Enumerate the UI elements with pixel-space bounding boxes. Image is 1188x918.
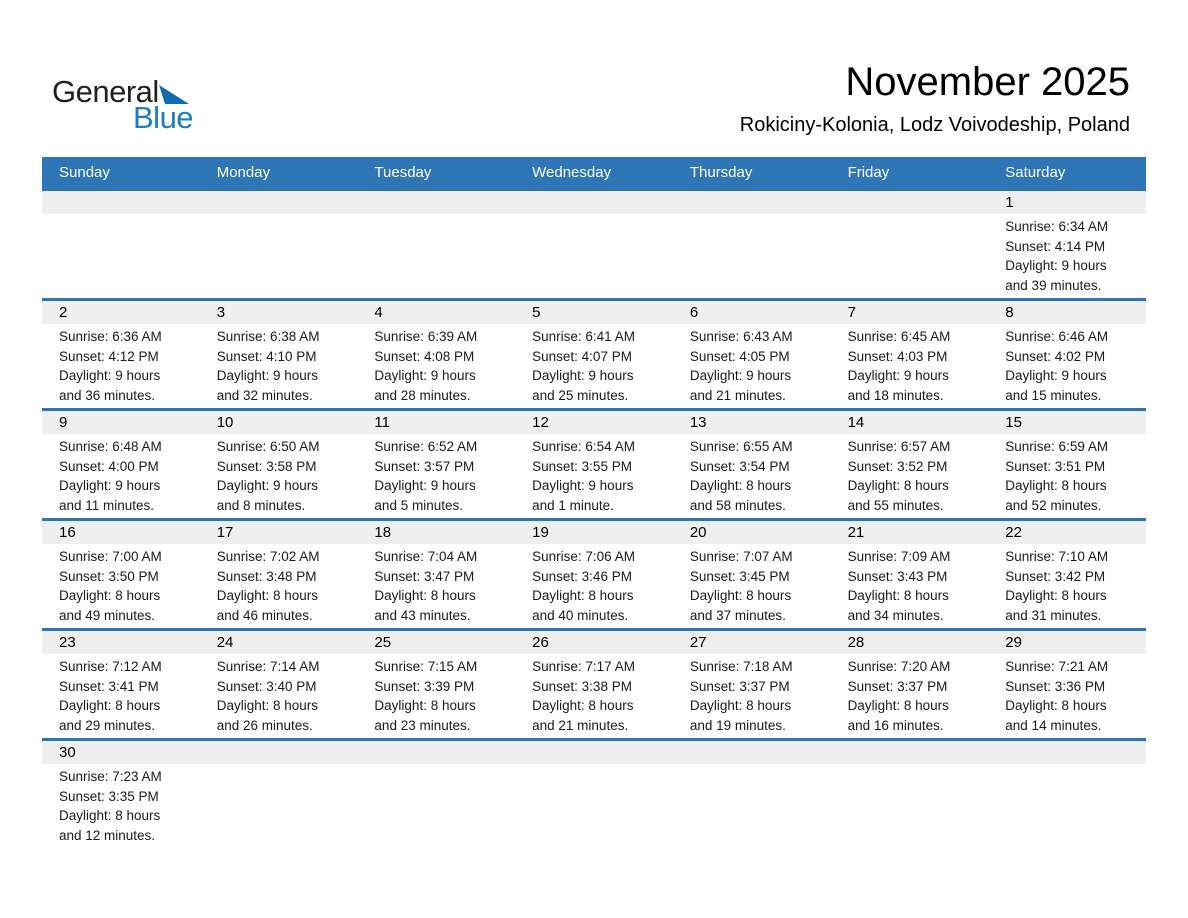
day-cell-info: [831, 654, 989, 738]
empty-day-number: [673, 741, 831, 764]
day-cell-info: [831, 544, 989, 628]
sun-info-line: Sunrise: 7:09 AM: [847, 549, 951, 564]
sun-info-line: Sunset: 4:05 PM: [689, 348, 790, 364]
title-block: [740, 58, 1130, 137]
day-cell-info: [515, 654, 673, 738]
sun-info-line: Daylight: 9 hours: [1005, 258, 1107, 274]
week-body: [42, 324, 1146, 408]
week-row: [42, 518, 1146, 628]
logo-text-general: General: [52, 74, 159, 109]
sun-info-line: Daylight: 9 hours: [59, 478, 161, 494]
sun-info-line: and 21 minutes.: [689, 388, 786, 404]
sun-info-line: Sunrise: 7:21 AM: [1005, 659, 1109, 674]
day-number: 24: [216, 634, 234, 651]
sun-info-line: Sunset: 3:48 PM: [216, 568, 317, 584]
sun-info-line: and 16 minutes.: [847, 718, 944, 734]
sun-info-line: Daylight: 8 hours: [59, 698, 161, 714]
sun-info-line: Sunrise: 6:41 AM: [532, 329, 635, 344]
sun-info-line: Sunrise: 7:15 AM: [374, 659, 478, 674]
day-number: 26: [532, 634, 549, 651]
day-cell-info: [988, 544, 1146, 628]
weekday-header-friday: Friday: [847, 164, 890, 181]
location-subtitle: Rokiciny-Kolonia, Lodz Voivodeship, Poland: [739, 114, 1130, 136]
sun-info-line: Daylight: 9 hours: [374, 478, 476, 494]
day-number: 17: [216, 524, 234, 541]
sun-info-line: and 14 minutes.: [1005, 718, 1102, 734]
day-number: 19: [532, 524, 549, 541]
sun-info-line: Sunset: 3:55 PM: [532, 458, 632, 474]
sun-info-line: and 18 minutes.: [847, 388, 944, 404]
empty-day-cell: [42, 214, 200, 298]
sun-info-line: Sunrise: 6:48 AM: [59, 439, 162, 454]
sun-info-line: Daylight: 9 hours: [532, 478, 634, 494]
day-number: 9: [59, 414, 68, 431]
sun-info-line: Sunrise: 6:43 AM: [689, 329, 793, 344]
sun-info-line: Sunset: 4:12 PM: [59, 348, 159, 364]
sun-info-line: Sunset: 3:37 PM: [689, 678, 790, 694]
empty-day-number: [42, 191, 200, 214]
day-number-band: [42, 521, 1146, 544]
sun-info-line: Daylight: 9 hours: [59, 368, 161, 384]
day-cell-info: [42, 434, 200, 518]
sun-info-line: Sunset: 3:35 PM: [59, 788, 159, 804]
day-number-band: [42, 741, 1146, 764]
empty-day-number: [831, 741, 989, 764]
sun-info-line: and 15 minutes.: [1005, 388, 1102, 404]
sun-info-line: Sunrise: 7:00 AM: [59, 549, 162, 564]
week-row: [42, 738, 1146, 848]
day-number: 4: [374, 304, 383, 321]
day-number: 22: [1005, 524, 1022, 541]
day-number-band: [42, 191, 1146, 214]
sun-info-line: Sunset: 4:08 PM: [374, 348, 475, 364]
sun-info-line: Daylight: 8 hours: [59, 808, 161, 824]
day-cell-info: [357, 544, 515, 628]
sun-info-line: Sunset: 3:54 PM: [689, 458, 790, 474]
day-number: 1: [1005, 194, 1014, 211]
day-cell-info: [42, 544, 200, 628]
sun-info-line: Daylight: 8 hours: [59, 588, 161, 604]
sun-info-line: Daylight: 8 hours: [1005, 588, 1107, 604]
sun-info-line: Daylight: 8 hours: [689, 588, 792, 604]
sun-info-line: Sunrise: 6:50 AM: [216, 439, 320, 454]
week-body: [42, 214, 1146, 298]
sun-info-line: Daylight: 9 hours: [847, 368, 949, 384]
empty-day-cell: [200, 214, 358, 298]
empty-day-number: [988, 741, 1146, 764]
day-cell-info: [42, 654, 200, 738]
day-cell-info: [200, 434, 358, 518]
day-cell-info: [831, 434, 989, 518]
sun-info-line: Sunrise: 6:55 AM: [689, 439, 793, 454]
day-cell-info: [673, 434, 831, 518]
sun-info-line: Daylight: 8 hours: [847, 588, 949, 604]
sun-info-line: Sunrise: 6:36 AM: [59, 329, 162, 344]
empty-day-cell: [831, 764, 989, 848]
sun-info-line: Sunrise: 7:14 AM: [216, 659, 320, 674]
day-number: 23: [59, 634, 76, 651]
sun-info-line: and 39 minutes.: [1005, 278, 1102, 294]
calendar-weeks: [42, 188, 1146, 848]
week-body: [42, 434, 1146, 518]
day-number: 29: [1005, 634, 1022, 651]
day-cell-info: [357, 654, 515, 738]
sun-info-line: Sunrise: 7:17 AM: [532, 659, 635, 674]
sun-info-line: and 40 minutes.: [532, 608, 629, 624]
sun-info-line: Daylight: 8 hours: [689, 478, 792, 494]
empty-day-number: [515, 741, 673, 764]
day-cell-info: [200, 654, 358, 738]
week-row: [42, 628, 1146, 738]
day-number: 25: [374, 634, 392, 651]
day-cell-info: [831, 324, 989, 408]
sun-info-line: Sunset: 3:42 PM: [1005, 568, 1106, 584]
empty-day-number: [357, 741, 515, 764]
sun-info-line: Daylight: 8 hours: [532, 698, 634, 714]
day-number: 14: [847, 414, 865, 431]
sun-info-line: Sunset: 3:39 PM: [374, 678, 475, 694]
sun-info-line: and 28 minutes.: [374, 388, 471, 404]
day-number: 5: [532, 304, 541, 321]
sun-info-line: and 19 minutes.: [689, 718, 786, 734]
sun-info-line: Sunset: 4:00 PM: [59, 458, 159, 474]
day-cell-info: [42, 764, 200, 848]
sun-info-line: Sunset: 3:47 PM: [374, 568, 475, 584]
sun-info-line: Sunrise: 7:18 AM: [689, 659, 793, 674]
sun-info-line: and 49 minutes.: [59, 608, 156, 624]
sun-info-line: Daylight: 9 hours: [532, 368, 634, 384]
sun-info-line: and 5 minutes.: [374, 498, 463, 514]
sun-info-line: Sunset: 4:03 PM: [847, 348, 948, 364]
week-body: [42, 654, 1146, 738]
day-cell-info: [673, 544, 831, 628]
day-number: 13: [689, 414, 707, 431]
sun-info-line: Sunrise: 6:59 AM: [1005, 439, 1109, 454]
sun-info-line: and 34 minutes.: [847, 608, 944, 624]
sun-info-line: and 1 minute.: [532, 498, 614, 514]
general-blue-logo: [52, 74, 252, 136]
day-number: 30: [59, 744, 76, 761]
sun-info-line: Sunrise: 6:54 AM: [532, 439, 635, 454]
week-body: [42, 764, 1146, 848]
day-number: 28: [847, 634, 865, 651]
sun-info-line: Sunset: 3:51 PM: [1005, 458, 1106, 474]
day-number: 18: [374, 524, 392, 541]
sun-info-line: Sunrise: 6:57 AM: [847, 439, 951, 454]
empty-day-number: [200, 741, 358, 764]
sun-info-line: Sunset: 3:41 PM: [59, 678, 159, 694]
day-number: 16: [59, 524, 76, 541]
day-number-band: [42, 411, 1146, 434]
day-number: 3: [216, 304, 226, 321]
day-cell-info: [988, 654, 1146, 738]
sun-info-line: Sunrise: 6:34 AM: [1005, 219, 1109, 234]
day-cell-info: [988, 324, 1146, 408]
day-cell-info: [988, 214, 1146, 298]
sun-info-line: Sunset: 3:50 PM: [59, 568, 159, 584]
day-number: 20: [689, 524, 707, 541]
day-cell-info: [200, 544, 358, 628]
sun-info-line: Sunset: 3:45 PM: [689, 568, 790, 584]
sun-info-line: and 52 minutes.: [1005, 498, 1102, 514]
empty-day-cell: [357, 214, 515, 298]
empty-day-cell: [673, 214, 831, 298]
sun-info-line: and 36 minutes.: [59, 388, 156, 404]
sun-info-line: and 58 minutes.: [689, 498, 786, 514]
sun-info-line: Sunset: 3:57 PM: [374, 458, 475, 474]
sun-info-line: Sunset: 3:46 PM: [532, 568, 632, 584]
weekday-header-monday: Monday: [216, 164, 271, 181]
empty-day-number: [515, 191, 673, 214]
day-number: 7: [847, 304, 856, 321]
sun-info-line: Daylight: 9 hours: [216, 478, 319, 494]
sun-info-line: Daylight: 8 hours: [532, 588, 634, 604]
sun-info-line: Sunrise: 7:02 AM: [216, 549, 320, 564]
sun-info-line: Sunset: 3:40 PM: [216, 678, 317, 694]
sun-info-line: Daylight: 9 hours: [216, 368, 319, 384]
sun-info-line: and 11 minutes.: [59, 498, 155, 514]
empty-day-number: [200, 191, 358, 214]
sun-info-line: Sunrise: 6:46 AM: [1005, 329, 1109, 344]
sun-info-line: and 32 minutes.: [216, 388, 313, 404]
day-number: 15: [1005, 414, 1022, 431]
empty-day-cell: [515, 764, 673, 848]
week-row: [42, 188, 1146, 298]
sun-info-line: Daylight: 9 hours: [374, 368, 476, 384]
weekday-header-saturday: Saturday: [1005, 164, 1066, 181]
day-number: 12: [532, 414, 549, 431]
day-number-band: [42, 631, 1146, 654]
empty-day-cell: [357, 764, 515, 848]
sun-info-line: Daylight: 9 hours: [689, 368, 792, 384]
sun-info-line: Daylight: 8 hours: [1005, 698, 1107, 714]
sun-info-line: Sunrise: 6:39 AM: [374, 329, 478, 344]
sun-info-line: and 55 minutes.: [847, 498, 944, 514]
sun-info-line: and 25 minutes.: [532, 388, 629, 404]
empty-day-cell: [988, 764, 1146, 848]
day-cell-info: [357, 434, 515, 518]
weekday-header-sunday: Sunday: [59, 164, 110, 181]
page-title: November 2025: [845, 60, 1130, 104]
day-number: 6: [689, 304, 699, 321]
sun-info-line: and 43 minutes.: [374, 608, 471, 624]
day-cell-info: [357, 324, 515, 408]
sun-info-line: Daylight: 8 hours: [216, 698, 319, 714]
sun-info-line: Sunrise: 6:52 AM: [374, 439, 478, 454]
day-cell-info: [515, 434, 673, 518]
empty-day-number: [673, 191, 831, 214]
day-number-band: [42, 301, 1146, 324]
sun-info-line: Daylight: 8 hours: [374, 698, 476, 714]
sun-info-line: Sunrise: 7:20 AM: [847, 659, 951, 674]
sun-info-line: Daylight: 8 hours: [216, 588, 319, 604]
sun-info-line: and 12 minutes.: [59, 828, 156, 844]
sun-info-line: and 26 minutes.: [216, 718, 313, 734]
day-cell-info: [515, 544, 673, 628]
sun-info-line: Sunrise: 7:04 AM: [374, 549, 478, 564]
sun-info-line: Sunset: 3:36 PM: [1005, 678, 1106, 694]
sun-info-line: and 31 minutes.: [1005, 608, 1102, 624]
sun-info-line: Daylight: 8 hours: [374, 588, 476, 604]
day-number: 10: [216, 414, 234, 431]
day-cell-info: [673, 324, 831, 408]
sun-info-line: Daylight: 8 hours: [847, 698, 949, 714]
day-cell-info: [988, 434, 1146, 518]
weekday-header-thursday: Thursday: [689, 164, 753, 181]
sun-info-line: Sunset: 3:52 PM: [847, 458, 948, 474]
sun-info-line: Daylight: 8 hours: [1005, 478, 1107, 494]
day-cell-info: [673, 654, 831, 738]
sun-info-line: Sunset: 3:58 PM: [216, 458, 317, 474]
sun-info-line: Daylight: 8 hours: [689, 698, 792, 714]
sun-info-line: Sunrise: 7:06 AM: [532, 549, 635, 564]
sun-info-line: Sunrise: 6:45 AM: [847, 329, 951, 344]
empty-day-cell: [673, 764, 831, 848]
sun-info-line: Sunrise: 7:12 AM: [59, 659, 162, 674]
day-number: 11: [374, 414, 390, 431]
day-number: 8: [1005, 304, 1014, 321]
weekday-header-wednesday: Wednesday: [532, 164, 612, 181]
week-row: [42, 298, 1146, 408]
empty-day-number: [357, 191, 515, 214]
sun-info-line: Sunrise: 7:23 AM: [59, 769, 162, 784]
day-cell-info: [515, 324, 673, 408]
day-cell-info: [200, 324, 358, 408]
sun-info-line: Sunset: 3:38 PM: [532, 678, 632, 694]
weekday-header-row: [42, 157, 1146, 188]
sun-info-line: Sunrise: 7:07 AM: [689, 549, 793, 564]
sun-info-line: Sunset: 3:37 PM: [847, 678, 948, 694]
week-row: [42, 408, 1146, 518]
sun-info-line: Sunset: 4:02 PM: [1005, 348, 1106, 364]
sun-info-line: and 46 minutes.: [216, 608, 313, 624]
day-number: 21: [847, 524, 865, 541]
day-number: 27: [689, 634, 707, 651]
weekday-header-tuesday: Tuesday: [374, 164, 432, 181]
sun-info-line: and 37 minutes.: [689, 608, 786, 624]
sun-info-line: and 21 minutes.: [532, 718, 629, 734]
empty-day-number: [831, 191, 989, 214]
day-cell-info: [42, 324, 200, 408]
sun-info-line: and 8 minutes.: [216, 498, 306, 514]
calendar: [42, 157, 1146, 848]
sun-info-line: and 29 minutes.: [59, 718, 156, 734]
empty-day-cell: [831, 214, 989, 298]
sun-info-line: Sunset: 4:07 PM: [532, 348, 632, 364]
sun-info-line: Sunrise: 6:38 AM: [216, 329, 320, 344]
week-body: [42, 544, 1146, 628]
empty-day-cell: [200, 764, 358, 848]
sun-info-line: Sunrise: 7:10 AM: [1005, 549, 1109, 564]
sun-info-line: Daylight: 8 hours: [847, 478, 949, 494]
sun-info-line: Daylight: 9 hours: [1005, 368, 1107, 384]
sun-info-line: and 23 minutes.: [374, 718, 471, 734]
logo-text-blue: Blue: [133, 100, 194, 135]
day-number: 2: [59, 304, 68, 321]
sun-info-line: Sunset: 4:10 PM: [216, 348, 317, 364]
sun-info-line: Sunset: 3:43 PM: [847, 568, 948, 584]
sun-info-line: Sunset: 4:14 PM: [1005, 238, 1106, 254]
empty-day-cell: [515, 214, 673, 298]
